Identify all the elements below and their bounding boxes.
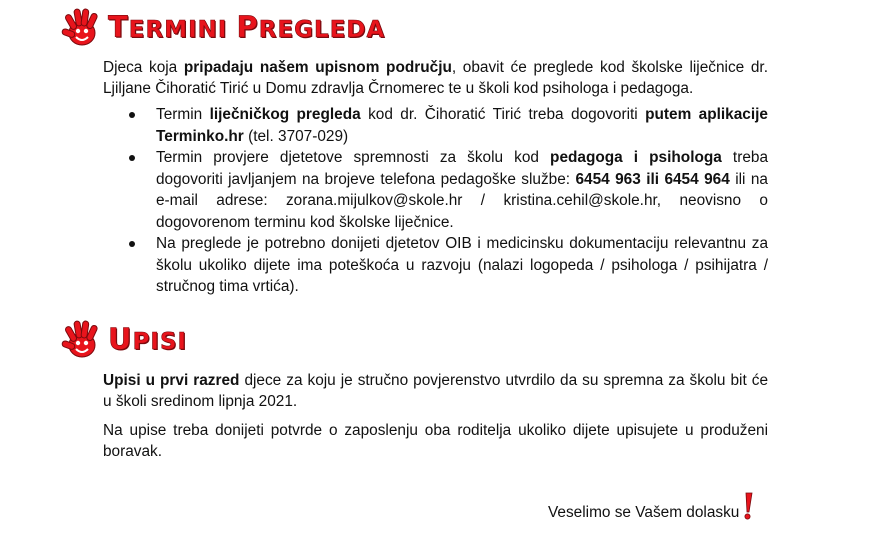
list-item: Termin liječničkog pregleda kod dr. Čihoratić Tirić treba dogovoriti putem aplikacije Terminko.hr (tel. 3707-029) bbox=[103, 104, 768, 147]
documents-paragraph: Na upise treba donijeti potvrde o zaposlenju oba roditelja ukoliko dijete upisujete u produženi boravak. bbox=[103, 422, 768, 460]
intro-paragraph: Djeca koja pripadaju našem upisnom području, obavit će preglede kod školske liječnice dr. Ljiljane Čihoratić Tirić u Domu zdravlja Črnomerec te u školi kod psihologa i pedagoga. bbox=[103, 59, 768, 97]
section-title: UPISI bbox=[108, 322, 188, 356]
enrollment-paragraph: Upisi u prvi razred djece za koju je stručno povjerenstvo utvrdilo da su spremna za školu bit će u školi sredinom lipnja 2021. bbox=[103, 372, 768, 410]
bullet-icon bbox=[129, 112, 135, 118]
list-item: Termin provjere djetetove spremnosti za školu kod pedagoga i psihologa treba dogovoriti javljanjem na brojeve telefona pedagoške službe: 6454 963 ili 6454 964 ili na e-mail adrese: zorana.mijulkov@skole.hr / kristina.cehil@skole.hr, neovisno o dogovorenom terminu kod školske liječnice. bbox=[103, 147, 768, 233]
bullet-icon bbox=[129, 241, 135, 247]
section-heading-termini bbox=[60, 6, 385, 48]
exclamation-icon bbox=[741, 492, 755, 520]
closing-text: Veselimo se Vašem dolasku bbox=[548, 504, 740, 521]
waving-hand-icon bbox=[60, 318, 102, 360]
list-item: Na preglede je potrebno donijeti djetetov OIB i medicinsku dokumentaciju relevantnu za školu ukoliko dijete ima poteškoća u razvoju (nalazi logopeda / psihologa / psihijatra / stručnog tima vrtića). bbox=[103, 233, 768, 298]
section-heading-upisi bbox=[60, 318, 187, 360]
bullet-icon bbox=[129, 155, 135, 161]
waving-hand-icon bbox=[60, 6, 102, 48]
closing-line bbox=[548, 492, 755, 522]
section-title: TERMINI PREGLEDA bbox=[108, 10, 386, 44]
info-bullet-list bbox=[103, 104, 768, 298]
